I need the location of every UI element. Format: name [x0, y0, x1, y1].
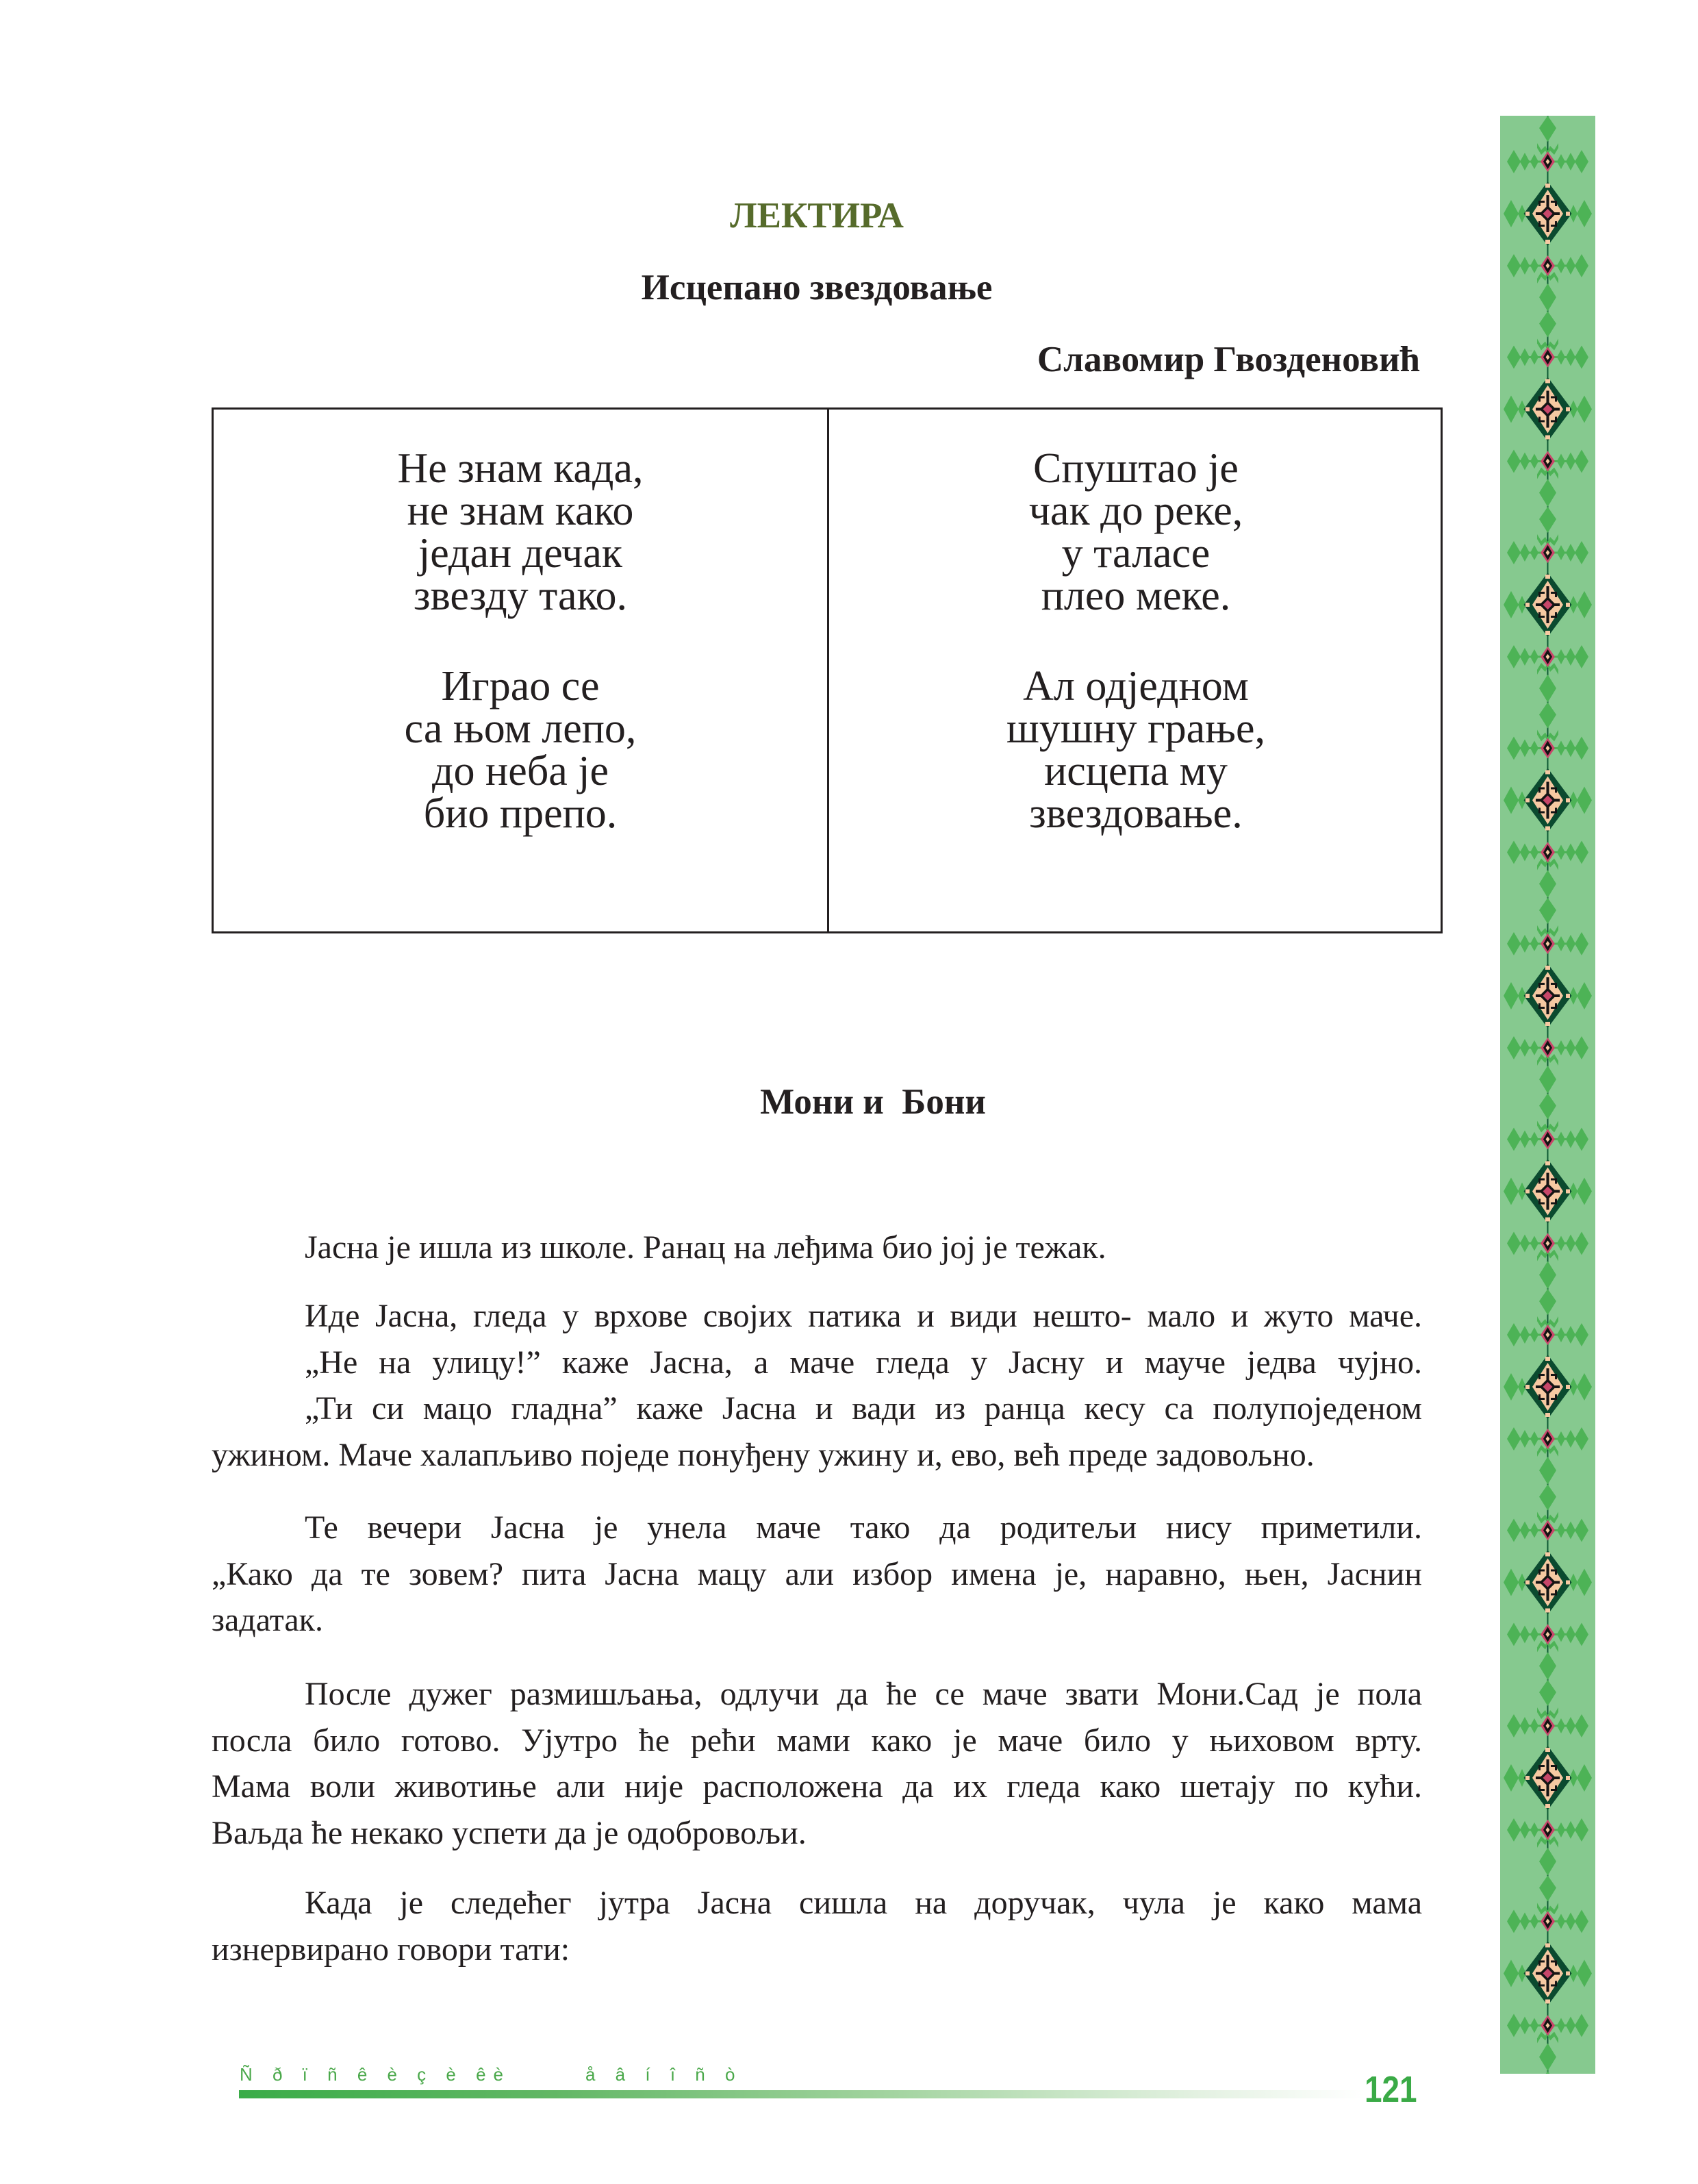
poem-table [212, 407, 1443, 933]
stanza [829, 447, 1443, 617]
poem-author: Славомир Гвозденовић [1037, 340, 1420, 379]
verse-line: до неба је [431, 748, 609, 794]
stanza [829, 665, 1443, 835]
page-number: 121 [1365, 2069, 1417, 2110]
paragraph-line: „Како да те зовем? пита Јасна мацу али избор имена је, наравно, њен, Јаснин [212, 1555, 1422, 1592]
verse-line: не знам како [407, 488, 634, 534]
verse-line: био препо. [423, 790, 618, 837]
paragraph-line: „Не на улицу!” каже Јасна, а маче гледа у Јасну и мауче једва чујно. [305, 1344, 1422, 1381]
paragraph-line: Иде Јасна, гледа у врхове својих патика и види нешто- мало и жуто маче. [305, 1298, 1422, 1334]
folk-ornament-border [1500, 116, 1595, 2074]
paragraph-line: ужином. Маче халапљиво поједе понуђену ужину и, ево, већ преде задовољно. [212, 1436, 1315, 1473]
verse-line: Ал одједном [1023, 663, 1249, 710]
paragraph-line: После дужег размишљања, одлучи да ће се маче звати Мони.Сад је пола [305, 1676, 1422, 1712]
verse-line: у таласе [1061, 530, 1211, 577]
verse-line: шушну грање, [1006, 705, 1265, 752]
verse-line: Спуштао је [1033, 445, 1239, 492]
paragraph-line: Мама воли животиње али није расположена да их гледа како шетају по кући. [212, 1768, 1422, 1805]
verse-line: чак до реке, [1028, 488, 1243, 534]
verse-line: један дечак [418, 530, 622, 577]
paragraph-line: „Ти си мацо гладна” каже Јасна и вади из ранца кесу са полупоједеном [305, 1390, 1422, 1427]
paragraph-line: Ваљда ће некако успети да је одобровољи. [212, 1814, 807, 1851]
paragraph-line: посла било готово. Ујутро ће рећи мами како је маче било у њиховом врту. [212, 1722, 1422, 1759]
stanza [214, 665, 827, 835]
paragraph-line: Јасна је ишла из школе. Ранац на леђима био јој је тежак. [305, 1229, 1106, 1266]
paragraph-line: задатак. [212, 1602, 323, 1638]
story-title: Мони и Бони [760, 1082, 986, 1122]
story-paragraph [212, 1880, 1422, 1972]
verse-line: Играо се [441, 663, 600, 710]
footer-subject-text: Ñ ð ï ñ ê è ç è êè [240, 2064, 511, 2085]
poem-title: Исцепано звездовање [641, 268, 993, 307]
paragraph-line: изнервирано говори тати: [212, 1931, 570, 1968]
paragraph-line: Када је следећег јутра Јасна сишла на доручак, чула је како мама [305, 1885, 1422, 1921]
paragraph-line: Те вечери Јасна је унела маче тако да родитељи нису приметили. [305, 1509, 1422, 1546]
verse-line: звезду тако. [414, 573, 627, 619]
verse-line: исцепа му [1044, 748, 1228, 794]
story-paragraph [212, 1505, 1422, 1644]
verse-line: са њом лепо, [404, 705, 637, 752]
embroidery-pattern-icon [1500, 116, 1595, 2074]
footer-subject-text: å â í î ñ ò [585, 2064, 743, 2085]
footer-gradient-bar [239, 2090, 1365, 2098]
stanza [214, 447, 827, 617]
story-paragraph [212, 1225, 1422, 1271]
poem-column-left [214, 447, 827, 835]
story-paragraph [212, 1671, 1422, 1856]
verse-line: плео меке. [1041, 573, 1231, 619]
section-label: ЛЕКТИРА [730, 196, 904, 236]
story-paragraph [212, 1293, 1422, 1478]
verse-line: звездовање. [1029, 790, 1243, 837]
poem-column-right [829, 447, 1443, 835]
verse-line: Не знам када, [397, 445, 644, 492]
